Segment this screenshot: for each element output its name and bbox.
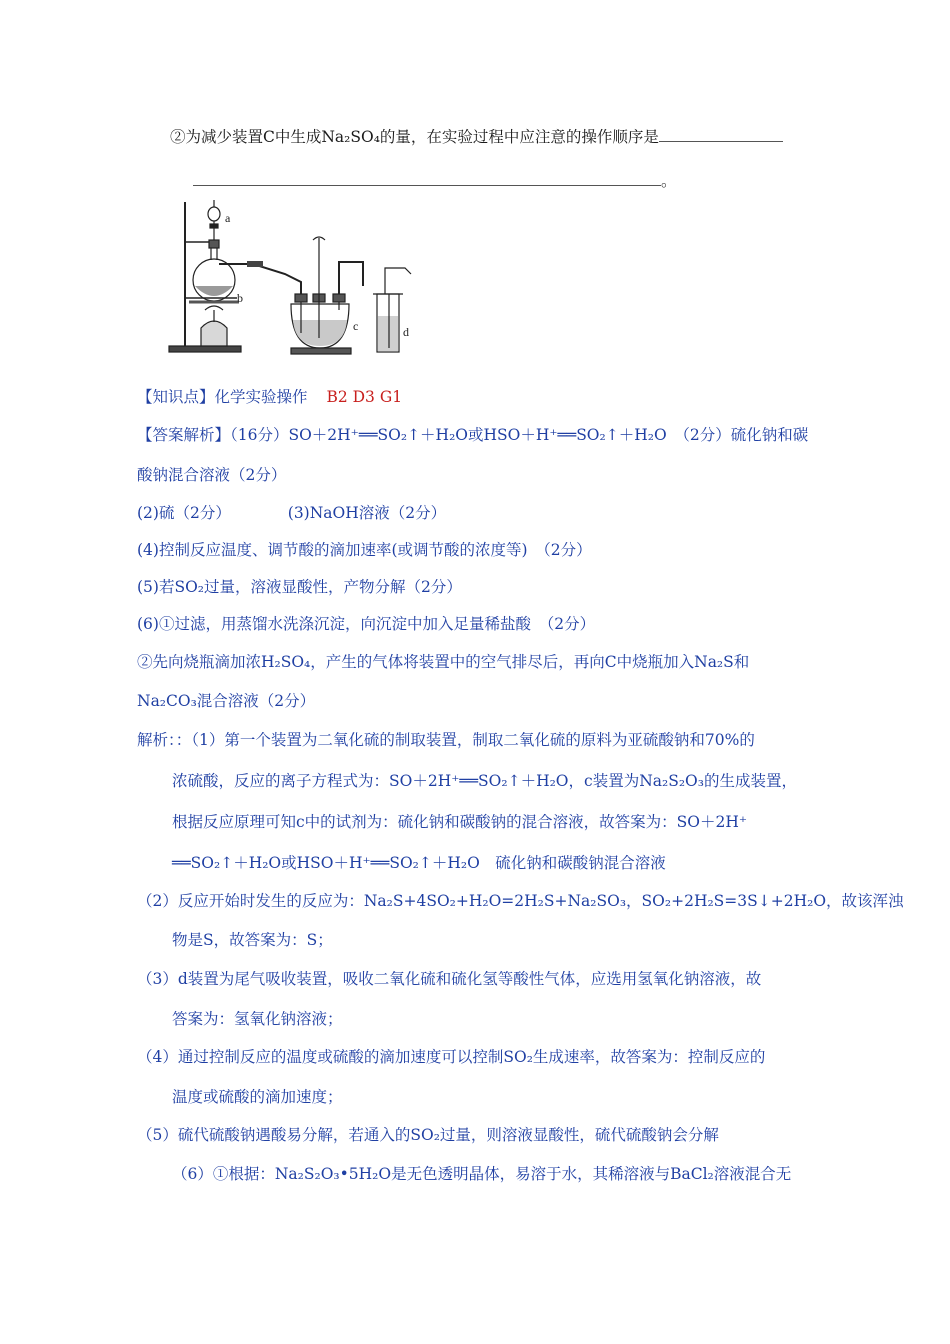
label-b: b [237, 291, 243, 305]
three-neck-flask-c [291, 238, 349, 348]
apparatus-diagram [165, 198, 417, 358]
analysis-line-1: 解析：：（1）第一个装置为二氧化硫的制取装置，制取二氧化硫的原料为亚硫酸钠和70%的 [137, 731, 755, 749]
label-a: a [225, 211, 231, 225]
answer-line-7: ②先向烧瓶滴加浓H₂SO₄，产生的气体将装置中的空气排尽后，再向C中烧瓶加入Na₂S和 [137, 653, 750, 671]
answer-line-4: (4)控制反应温度、调节酸的滴加速率(或调节酸的浓度等) （2分） [137, 541, 592, 559]
answer-line-8: Na₂CO₃混合溶液（2分） [137, 692, 316, 710]
magnetic-stirrer-base [291, 348, 351, 354]
analysis-line-6: 物是S，故答案为：S； [172, 931, 333, 949]
answer-line-3 [137, 502, 446, 524]
analysis-line-10: 温度或硫酸的滴加速度； [172, 1088, 343, 1106]
analysis-line-7: （3）d装置为尾气吸收装置，吸收二氧化硫和硫化氢等酸性气体，应选用氢氧化钠溶液，故 [137, 970, 762, 988]
answer-part-2: (2)硫（2分） [137, 504, 231, 522]
label-d: d [403, 325, 409, 339]
question-text: ②为减少装置C中生成Na₂SO₄的量，在实验过程中应注意的操作顺序是 [170, 128, 659, 146]
delivery-tube-2 [339, 262, 363, 294]
analysis-line-11: （5）硫代硫酸钠遇酸易分解，若通入的SO₂过量，则溶液显酸性，硫代硫酸钠会分解 [137, 1126, 719, 1144]
separatory-funnel-a [208, 200, 220, 240]
answer-line-5: (5)若SO₂过量，溶液显酸性，产物分解（2分） [137, 578, 462, 596]
answer-line-6: (6)①过滤，用蒸馏水洗涤沉淀，向沉淀中加入足量稀盐酸 （2分） [137, 615, 596, 633]
answer-blank-2 [193, 171, 661, 186]
flask-stopper [209, 240, 219, 248]
answer-line-1: 【答案解析】（16分）SO＋2H⁺══SO₂↑＋H₂O或HSO＋H⁺══SO₂↑＋H₂O （2分）硫化钠和碳 [137, 426, 809, 444]
analysis-line-12: （6）①根据：Na₂S₂O₃•5H₂O是无色透明晶体，易溶于水，其稀溶液与BaCl₂溶液混合无 [172, 1165, 792, 1183]
question-end-mark: 。 [661, 172, 677, 190]
knowledge-codes: B2 D3 G1 [326, 388, 403, 406]
question-line-2 [193, 170, 677, 192]
knowledge-point-line [137, 386, 402, 408]
gas-washing-bottle-d [363, 268, 411, 352]
flask-liquid [195, 286, 233, 296]
analysis-line-8: 答案为：氢氧化钠溶液； [172, 1010, 343, 1028]
label-c: c [353, 319, 359, 333]
alcohol-lamp [201, 306, 227, 346]
answer-blank-1 [659, 127, 783, 142]
knowledge-label: 【知识点】化学实验操作 [137, 388, 308, 406]
analysis-line-5: （2）反应开始时发生的反应为：Na₂S+4SO₂+H₂O=2H₂S+Na₂SO₃，SO₂+2H₂S=3S↓+2H₂O，故该浑浊 [137, 892, 904, 910]
rubber-connector [247, 261, 263, 267]
answer-part-3: (3)NaOH溶液（2分） [287, 504, 447, 522]
analysis-line-3: 根据反应原理可知c中的试剂为：硫化钠和碳酸钠的混合溶液，故答案为：SO＋2H⁺ [172, 813, 748, 831]
answer-line-2: 酸钠混合溶液（2分） [137, 466, 287, 484]
analysis-line-9: （4）通过控制反应的温度或硫酸的滴加速度可以控制SO₂生成速率，故答案为：控制反应的 [137, 1048, 766, 1066]
analysis-line-4: ══SO₂↑＋H₂O或HSO＋H⁺══SO₂↑＋H₂O 硫化钠和碳酸钠混合溶液 [172, 854, 666, 872]
stand-base [169, 346, 241, 352]
analysis-line-2: 浓硫酸，反应的离子方程式为：SO＋2H⁺══SO₂↑＋H₂O，c装置为Na₂S₂O₃的生成装置， [172, 772, 797, 790]
question-line-1 [170, 126, 783, 148]
